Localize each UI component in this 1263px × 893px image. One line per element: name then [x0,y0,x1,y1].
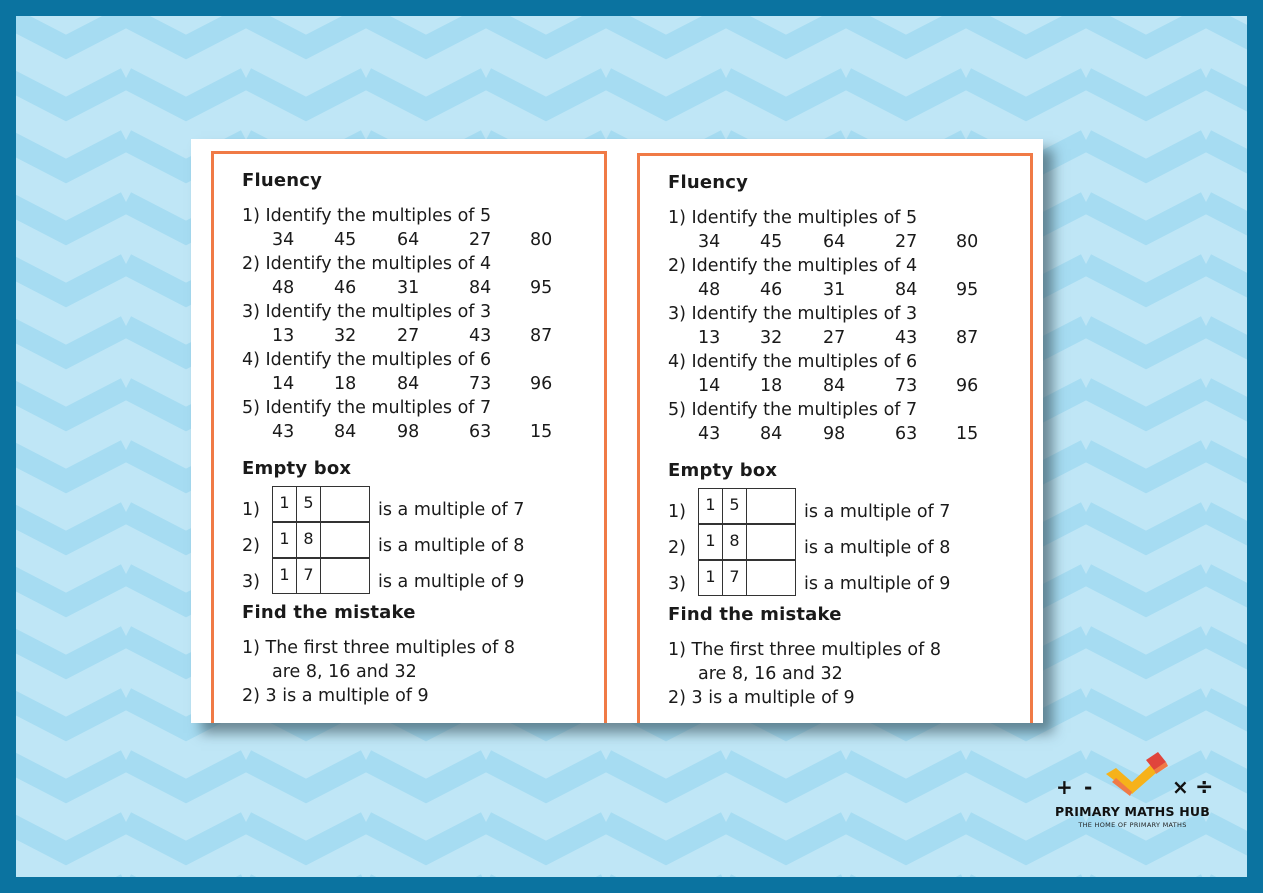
blank-digit-box [321,559,355,593]
worksheet [191,139,1043,723]
box-statement: is a multiple of 7 [804,502,951,522]
number: 73 [895,376,918,396]
number: 84 [397,374,420,394]
empty-box-list [242,486,604,594]
number: 46 [760,280,783,300]
number: 14 [272,374,295,394]
item-number: 3) [668,574,686,594]
number: 95 [956,280,979,300]
fluency-list [668,206,1030,446]
number: 43 [698,424,721,444]
item-number: 2) [668,538,686,558]
number: 45 [760,232,783,252]
blank-digit-box [747,489,781,523]
number: 73 [469,374,492,394]
digit-box: 7 [723,561,747,595]
fluency-list [242,204,604,444]
blank-digit-box [747,561,781,595]
number: 84 [895,280,918,300]
number: 13 [698,328,721,348]
empty-box-row [668,488,1030,524]
fluency-question [668,398,1030,446]
worksheet-card-right [637,153,1033,723]
empty-box-heading: Empty box [668,460,778,481]
number: 32 [760,328,783,348]
number-row [272,228,604,252]
digit-box: 1 [699,489,723,523]
number: 96 [530,374,553,394]
fluency-question [242,300,604,348]
find-mistake-heading: Find the mistake [242,602,416,623]
digit-boxes [698,524,796,560]
digit-box: 5 [723,489,747,523]
question-text: 5) Identify the multiples of 7 [668,400,918,420]
number: 43 [272,422,295,442]
number: 80 [530,230,553,250]
digit-box: 7 [297,559,321,593]
number: 43 [469,326,492,346]
box-statement: is a multiple of 8 [378,536,525,556]
number-row [698,278,1030,302]
blank-digit-box [747,525,781,559]
number: 84 [823,376,846,396]
fluency-question [668,302,1030,350]
digit-box: 1 [273,523,297,557]
number: 15 [956,424,979,444]
number: 87 [956,328,979,348]
number: 27 [895,232,918,252]
number-row [272,276,604,300]
fluency-heading: Fluency [668,172,749,193]
fluency-question [242,396,604,444]
fluency-question [242,204,604,252]
number: 63 [895,424,918,444]
number-row [272,324,604,348]
box-statement: is a multiple of 9 [804,574,951,594]
digit-box: 5 [297,487,321,521]
primary-maths-hub-logo [1040,752,1225,832]
fluency-question [668,254,1030,302]
number: 32 [334,326,357,346]
fluency-question [668,206,1030,254]
number: 31 [823,280,846,300]
digit-box: 1 [699,561,723,595]
multiply-icon: × [1172,775,1189,799]
fluency-question [242,348,604,396]
fluency-heading: Fluency [242,170,323,191]
empty-box-list [668,488,1030,596]
mistake-item: 2) 3 is a multiple of 9 [242,686,429,706]
number-row [698,326,1030,350]
mistake-item: 2) 3 is a multiple of 9 [668,688,855,708]
number: 48 [272,278,295,298]
item-number: 2) [242,536,260,556]
number: 84 [760,424,783,444]
box-statement: is a multiple of 7 [378,500,525,520]
digit-box: 1 [273,559,297,593]
minus-icon: - [1084,775,1093,799]
empty-box-row [242,558,604,594]
digit-boxes [698,560,796,596]
item-number: 1) [242,500,260,520]
number: 48 [698,280,721,300]
number: 45 [334,230,357,250]
logo-brand-name: PRIMARY MATHS HUB [1055,804,1210,819]
mistake-item-continued: are 8, 16 and 32 [272,662,417,682]
number-row [698,374,1030,398]
question-text: 2) Identify the multiples of 4 [242,254,492,274]
mistake-list [668,638,1030,710]
empty-box-row [242,522,604,558]
number-row [698,230,1030,254]
number: 84 [334,422,357,442]
box-statement: is a multiple of 9 [378,572,525,592]
number: 96 [956,376,979,396]
mistake-list [242,636,604,708]
blank-digit-box [321,523,355,557]
number: 27 [397,326,420,346]
empty-box-heading: Empty box [242,458,352,479]
number: 14 [698,376,721,396]
number: 64 [397,230,420,250]
number: 34 [272,230,295,250]
empty-box-row [668,560,1030,596]
number: 80 [956,232,979,252]
number-row [698,422,1030,446]
digit-boxes [272,486,370,522]
find-mistake-heading: Find the mistake [668,604,842,625]
question-text: 4) Identify the multiples of 6 [242,350,492,370]
number: 95 [530,278,553,298]
digit-boxes [272,522,370,558]
number: 18 [760,376,783,396]
number: 27 [469,230,492,250]
number: 27 [823,328,846,348]
question-text: 1) Identify the multiples of 5 [668,208,918,228]
number: 15 [530,422,553,442]
mistake-item-continued: are 8, 16 and 32 [698,664,843,684]
question-text: 1) Identify the multiples of 5 [242,206,492,226]
fluency-question [242,252,604,300]
number: 18 [334,374,357,394]
question-text: 5) Identify the multiples of 7 [242,398,492,418]
box-statement: is a multiple of 8 [804,538,951,558]
number: 98 [397,422,420,442]
digit-box: 8 [297,523,321,557]
mistake-item: 1) The first three multiples of 8 [242,638,515,658]
number: 64 [823,232,846,252]
empty-box-row [668,524,1030,560]
digit-box: 8 [723,525,747,559]
number: 13 [272,326,295,346]
mistake-item: 1) The first three multiples of 8 [668,640,941,660]
digit-boxes [698,488,796,524]
number: 46 [334,278,357,298]
number: 84 [469,278,492,298]
number-row [272,420,604,444]
number: 31 [397,278,420,298]
question-text: 3) Identify the multiples of 3 [242,302,492,322]
question-text: 4) Identify the multiples of 6 [668,352,918,372]
digit-box: 1 [699,525,723,559]
item-number: 3) [242,572,260,592]
item-number: 1) [668,502,686,522]
number: 87 [530,326,553,346]
number-row [272,372,604,396]
fluency-question [668,350,1030,398]
digit-box: 1 [273,487,297,521]
empty-box-row [242,486,604,522]
plus-icon: + [1056,775,1073,799]
question-text: 2) Identify the multiples of 4 [668,256,918,276]
question-text: 3) Identify the multiples of 3 [668,304,918,324]
number: 43 [895,328,918,348]
number: 63 [469,422,492,442]
number: 34 [698,232,721,252]
worksheet-card-left [211,151,607,723]
digit-boxes [272,558,370,594]
divide-icon: ÷ [1195,775,1214,800]
number: 98 [823,424,846,444]
logo-mark-icon [1040,752,1225,804]
logo-tagline: THE HOME OF PRIMARY MATHS [1078,821,1187,829]
blank-digit-box [321,487,355,521]
